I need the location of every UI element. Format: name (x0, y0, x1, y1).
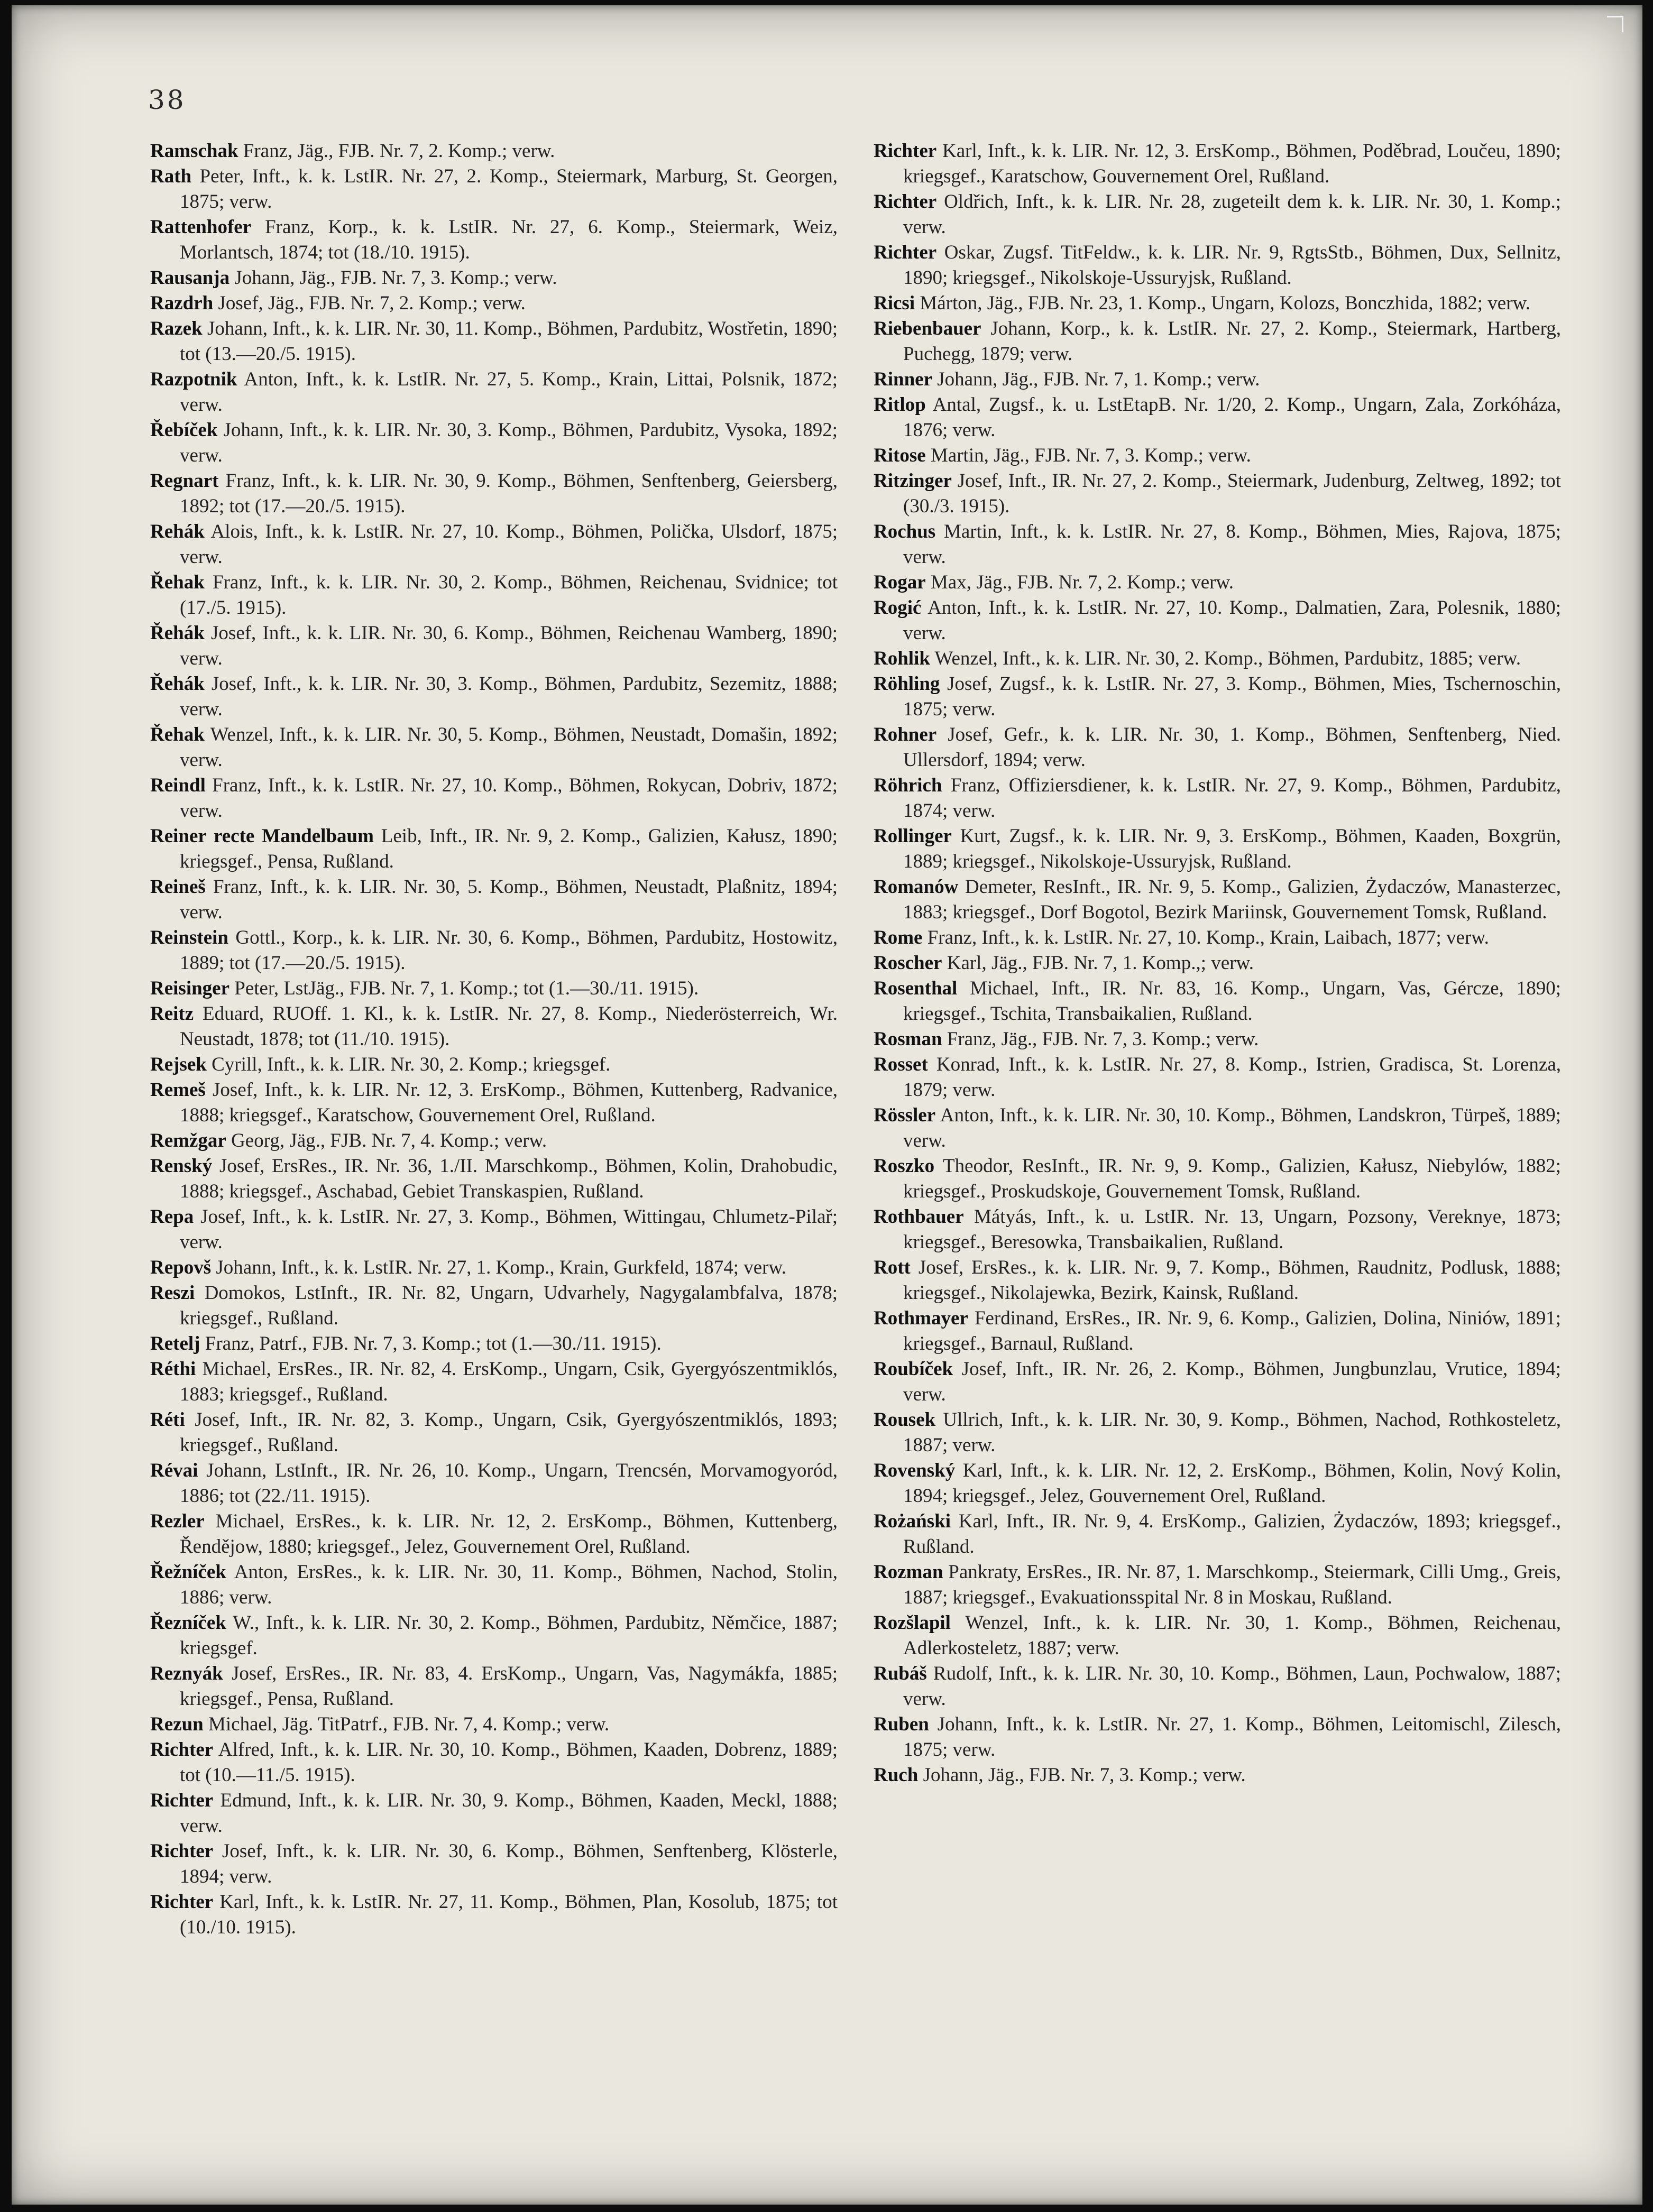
casualty-entry (874, 1458, 1561, 1509)
entry-details: Oskar, Zugsf. TitFeldw., k. k. LIR. Nr. 9, RgtsStb., Böhmen, Dux, Sellnitz, 1890; kriegsgef., Nikolskoje-Ussuryjsk, Rußland. (903, 242, 1562, 289)
entry-surname: Réti (150, 1409, 185, 1431)
entry-surname: Richter (150, 1840, 214, 1862)
entry-surname: Roubíček (874, 1358, 953, 1380)
entry-surname: Richter (874, 140, 937, 162)
casualty-entry (150, 1712, 838, 1737)
entry-details: Johann, Korp., k. k. LstIR. Nr. 27, 2. Komp., Steiermark, Hartberg, Puchegg, 1879; verw. (903, 318, 1562, 365)
entry-surname: Retelj (150, 1333, 200, 1354)
left-column (150, 139, 838, 1940)
casualty-entry (150, 418, 838, 468)
entry-details: Johann, Inft., k. k. LIR. Nr. 30, 3. Komp., Böhmen, Pardubitz, Vysoka, 1892; verw. (180, 419, 838, 466)
entry-details: W., Inft., k. k. LIR. Nr. 30, 2. Komp., Böhmen, Pardubitz, Němčice, 1887; kriegsgef. (180, 1612, 838, 1659)
casualty-entry (150, 874, 838, 925)
casualty-entry (874, 925, 1561, 951)
entry-surname: Rinner (874, 368, 932, 390)
entry-details: Eduard, RUOff. 1. Kl., k. k. LstIR. Nr. 27, 8. Komp., Niederösterreich, Wr. Neustadt, 1878; tot (11./10. 1915). (180, 1003, 838, 1050)
casualty-entry (874, 1154, 1561, 1204)
casualty-entry (874, 874, 1561, 925)
casualty-entry (874, 595, 1561, 646)
casualty-entry (150, 1052, 838, 1077)
casualty-entry (874, 1052, 1561, 1103)
entry-details: Josef, Jäg., FJB. Nr. 7, 2. Komp.; verw. (218, 292, 526, 314)
entry-details: Karl, Inft., k. k. LIR. Nr. 12, 2. ErsKomp., Böhmen, Kolin, Nový Kolin, 1894; kriegsgef., Jelez, Gouvernement Orel, Rußland. (903, 1460, 1562, 1507)
casualty-entry (150, 722, 838, 773)
entry-surname: Rezun (150, 1713, 204, 1735)
entry-surname: Röhrich (874, 775, 942, 796)
entry-details: Wenzel, Inft., k. k. LIR. Nr. 30, 2. Komp., Böhmen, Pardubitz, 1885; verw. (934, 648, 1521, 669)
casualty-entry (150, 1280, 838, 1331)
entry-surname: Rome (874, 927, 923, 948)
entry-details: Franz, Inft., k. k. LIR. Nr. 30, 5. Komp., Böhmen, Neustadt, Plaßnitz, 1894; verw. (180, 876, 838, 923)
entry-details: Edmund, Inft., k. k. LIR. Nr. 30, 9. Komp., Böhmen, Kaaden, Meckl, 1888; verw. (180, 1790, 838, 1837)
casualty-entry (874, 1661, 1561, 1712)
entry-details: Georg, Jäg., FJB. Nr. 7, 4. Komp.; verw. (231, 1130, 547, 1151)
casualty-entry (874, 443, 1561, 468)
casualty-entry (874, 1255, 1561, 1306)
entry-details: Pankraty, ErsRes., IR. Nr. 87, 1. Marschkomp., Steiermark, Cilli Umg., Greis, 1887; kriegsgef., Evakuationsspital Nr. 8 in Moskau, Rußland. (903, 1561, 1561, 1608)
entry-details: Domokos, LstInft., IR. Nr. 82, Ungarn, Udvarhely, Nagygalambfalva, 1878; kriegsgef., Rußland. (180, 1282, 838, 1329)
casualty-entry (150, 1458, 838, 1509)
entry-details: Michael, Jäg. TitPatrf., FJB. Nr. 7, 4. Komp.; verw. (208, 1713, 610, 1735)
entry-details: Josef, Inft., k. k. LIR. Nr. 30, 6. Komp., Böhmen, Senftenberg, Klösterle, 1894; verw. (180, 1840, 838, 1887)
casualty-entry (150, 1357, 838, 1407)
entry-details: Franz, Inft., k. k. LIR. Nr. 30, 9. Komp., Böhmen, Senftenberg, Geiersberg, 1892; tot (17.—20./5. 1915). (180, 470, 838, 517)
casualty-entry (150, 1255, 838, 1280)
entry-surname: Řežníček (150, 1561, 226, 1583)
entry-details: Josef, Inft., IR. Nr. 26, 2. Komp., Böhmen, Jungbunzlau, Vrutice, 1894; verw. (903, 1358, 1562, 1405)
entry-surname: Rohner (874, 724, 937, 745)
casualty-entry (150, 1077, 838, 1128)
entry-details: Ullrich, Inft., k. k. LIR. Nr. 30, 9. Komp., Böhmen, Nachod, Rothkosteletz, 1887; verw. (903, 1409, 1561, 1456)
entry-surname: Ruch (874, 1764, 919, 1786)
casualty-entry (874, 139, 1561, 189)
entry-surname: Reznyák (150, 1663, 223, 1684)
entry-details: Johann, LstInft., IR. Nr. 26, 10. Komp., Ungarn, Trencsén, Morvamogyoród, 1886; tot (22./11. 1915). (180, 1460, 838, 1507)
entry-surname: Ritlop (874, 394, 926, 416)
entry-details: Cyrill, Inft., k. k. LIR. Nr. 30, 2. Komp.; kriegsgef. (212, 1054, 611, 1075)
casualty-entry (150, 291, 838, 316)
entry-surname: Rochus (874, 521, 936, 542)
entry-surname: Reindl (150, 775, 206, 796)
casualty-entry (150, 1839, 838, 1890)
casualty-entry (874, 646, 1561, 671)
entry-surname: Reszi (150, 1282, 195, 1304)
entry-details: Alfred, Inft., k. k. LIR. Nr. 30, 10. Komp., Böhmen, Kaaden, Dobrenz, 1889; tot (10.—11./5. 1915). (180, 1739, 838, 1786)
entry-details: Karl, Inft., k. k. LstIR. Nr. 27, 11. Komp., Böhmen, Plan, Kosolub, 1875; tot (10./10. 1915). (180, 1891, 838, 1938)
entry-surname: Roszko (874, 1155, 935, 1177)
casualty-entry (874, 189, 1561, 240)
casualty-entry (874, 392, 1561, 443)
entry-surname: Romanów (874, 876, 959, 898)
entry-details: Josef, ErsRes., IR. Nr. 36, 1./II. Marschkomp., Böhmen, Kolin, Drahobudic, 1888; kriegsgef., Aschabad, Gebiet Transkaspien, Rußland. (180, 1155, 838, 1202)
casualty-entry (874, 1712, 1561, 1763)
casualty-entry (874, 1763, 1561, 1788)
entry-details: Josef, Gefr., k. k. LIR. Nr. 30, 1. Komp., Böhmen, Senftenberg, Nied. Ullersdorf, 1894; verw. (903, 724, 1561, 771)
casualty-entry (150, 1788, 838, 1839)
entry-details: Johann, Inft., k. k. LIR. Nr. 30, 11. Komp., Böhmen, Pardubitz, Wostřetin, 1890; tot (13.—20./5. 1915). (180, 318, 838, 365)
entry-surname: Rosman (874, 1028, 942, 1050)
entry-details: Franz, Jäg., FJB. Nr. 7, 3. Komp.; verw. (947, 1028, 1259, 1050)
casualty-entry (874, 824, 1561, 874)
entry-surname: Reisinger (150, 978, 230, 999)
entry-surname: Řehák (150, 673, 205, 695)
entry-details: Anton, ErsRes., k. k. LIR. Nr. 30, 11. Komp., Böhmen, Nachod, Stolin, 1886; verw. (180, 1561, 838, 1608)
entry-surname: Richter (150, 1739, 214, 1761)
casualty-entry (150, 773, 838, 824)
entry-surname: Repa (150, 1206, 194, 1228)
page-number: 38 (148, 85, 186, 115)
entry-surname: Ritose (874, 445, 926, 466)
casualty-entry (150, 1204, 838, 1255)
entry-surname: Rothmayer (874, 1307, 968, 1329)
entry-details: Josef, ErsRes., k. k. LIR. Nr. 9, 7. Komp., Böhmen, Raudnitz, Podlusk, 1888; kriegsgef., Nikolajewka, Bezirk, Kainsk, Rußland. (903, 1257, 1561, 1304)
entry-surname: Rosset (874, 1054, 928, 1075)
casualty-entry (874, 367, 1561, 392)
casualty-entry (150, 671, 838, 722)
entry-details: Wenzel, Inft., k. k. LIR. Nr. 30, 1. Komp., Böhmen, Reichenau, Adlerkosteletz, 1887; verw. (903, 1612, 1561, 1659)
entry-surname: Remeš (150, 1079, 206, 1101)
entry-surname: Ruben (874, 1713, 929, 1735)
casualty-entry (150, 1331, 838, 1357)
entry-details: Johann, Jäg., FJB. Nr. 7, 1. Komp.; verw. (937, 368, 1260, 390)
entry-details: Oldřich, Inft., k. k. LIR. Nr. 28, zugeteilt dem k. k. LIR. Nr. 30, 1. Komp.; verw. (903, 191, 1561, 238)
casualty-entry (150, 824, 838, 874)
entry-details: Leib, Inft., IR. Nr. 9, 2. Komp., Galizien, Kałusz, 1890; kriegsgef., Pensa, Rußland. (180, 825, 838, 872)
entry-details: Mátyás, Inft., k. u. LstIR. Nr. 13, Ungarn, Pozsony, Vereknye, 1873; kriegsgef., Beresowka, Transbaikalien, Rußland. (903, 1206, 1562, 1253)
entry-details: Franz, Jäg., FJB. Nr. 7, 2. Komp.; verw. (243, 140, 555, 162)
casualty-entry (874, 240, 1561, 291)
casualty-entry (874, 1357, 1561, 1407)
entry-details: Franz, Inft., k. k. LIR. Nr. 30, 2. Komp., Böhmen, Reichenau, Svidnice; tot (17./5. 1915). (180, 572, 838, 619)
entry-details: Josef, Inft., k. k. LIR. Nr. 30, 6. Komp., Böhmen, Reichenau Wamberg, 1890; verw. (180, 622, 838, 669)
entry-surname: Řehak (150, 724, 205, 745)
entry-details: Johann, Inft., k. k. LstIR. Nr. 27, 1. Komp., Böhmen, Leitomischl, Zilesch, 1875; verw. (903, 1713, 1561, 1761)
casualty-entry (874, 671, 1561, 722)
entry-details: Josef, Inft., k. k. LstIR. Nr. 27, 3. Komp., Böhmen, Wittingau, Chlumetz-Pilař; verw. (180, 1206, 838, 1253)
entry-surname: Rehák (150, 521, 205, 542)
entry-surname: Ritzinger (874, 470, 952, 492)
casualty-entry (150, 164, 838, 215)
entry-surname: Razpotnik (150, 368, 237, 390)
entry-details: Ferdinand, ErsRes., IR. Nr. 9, 6. Komp., Galizien, Dolina, Niniów, 1891; kriegsgef., Barnaul, Rußland. (903, 1307, 1561, 1354)
entry-surname: Rott (874, 1257, 911, 1278)
entry-details: Peter, Inft., k. k. LstIR. Nr. 27, 2. Komp., Steiermark, Marburg, St. Georgen, 1875; verw. (180, 165, 838, 213)
entry-surname: Rubáš (874, 1663, 927, 1684)
entry-details: Franz, Offiziersdiener, k. k. LstIR. Nr. 27, 9. Komp., Böhmen, Pardubitz, 1874; verw. (903, 775, 1562, 822)
entry-details: Kurt, Zugsf., k. k. LIR. Nr. 9, 3. ErsKomp., Böhmen, Kaaden, Boxgrün, 1889; kriegsgef., Nikolskoje-Ussuryjsk, Rußland. (903, 825, 1562, 872)
entry-details: Antal, Zugsf., k. u. LstEtapB. Nr. 1/20, 2. Komp., Ungarn, Zala, Zorkóháza, 1876; verw. (903, 394, 1561, 441)
entry-surname: Regnart (150, 470, 219, 492)
casualty-entry (874, 468, 1561, 519)
entry-surname: Ramschak (150, 140, 238, 162)
entry-details: Michael, Inft., IR. Nr. 83, 16. Komp., Ungarn, Vas, Gércze, 1890; kriegsgef., Tschita, Transbaikalien, Rußland. (903, 978, 1561, 1025)
entry-details: Martin, Inft., k. k. LstIR. Nr. 27, 8. Komp., Böhmen, Mies, Rajova, 1875; verw. (903, 521, 1562, 568)
entry-details: Franz, Patrf., FJB. Nr. 7, 3. Komp.; tot (1.—30./11. 1915). (205, 1333, 662, 1354)
entry-details: Theodor, ResInft., IR. Nr. 9, 9. Komp., Galizien, Kałusz, Niebylów, 1882; kriegsgef., Proskudskoje, Gouvernement Tomsk, Rußland. (903, 1155, 1561, 1202)
paper-sheet (12, 5, 1642, 2205)
entry-details: Johann, Jäg., FJB. Nr. 7, 3. Komp.; verw. (923, 1764, 1246, 1786)
entry-details: Karl, Inft., k. k. LIR. Nr. 12, 3. ErsKomp., Böhmen, Poděbrad, Loučeu, 1890; kriegsgef., Karatschow, Gouvernement Orel, Rußland. (903, 140, 1561, 187)
entry-details: Karl, Jäg., FJB. Nr. 7, 1. Komp.,; verw. (947, 952, 1254, 974)
entry-surname: Razdrh (150, 292, 214, 314)
casualty-entry (150, 976, 838, 1001)
entry-surname: Reineš (150, 876, 206, 898)
entry-surname: Richter (874, 191, 937, 213)
entry-surname: Rogar (874, 572, 926, 593)
entry-surname: Řehák (150, 622, 205, 644)
casualty-entry (874, 519, 1561, 570)
casualty-entry (874, 976, 1561, 1027)
casualty-entry (150, 1509, 838, 1560)
entry-details: Wenzel, Inft., k. k. LIR. Nr. 30, 5. Komp., Böhmen, Neustadt, Domašin, 1892; verw. (180, 724, 838, 771)
entry-details: Martin, Jäg., FJB. Nr. 7, 3. Komp.; verw. (930, 445, 1251, 466)
entry-surname: Reinstein (150, 927, 228, 948)
entry-surname: Reiner recte Mandelbaum (150, 825, 374, 847)
entry-surname: Roscher (874, 952, 942, 974)
entry-surname: Reitz (150, 1003, 194, 1025)
casualty-entry (150, 1610, 838, 1661)
casualty-entry (150, 1128, 838, 1154)
entry-details: Anton, Inft., k. k. LstIR. Nr. 27, 10. Komp., Dalmatien, Zara, Polesnik, 1880; verw. (903, 597, 1561, 644)
entry-details: Demeter, ResInft., IR. Nr. 9, 5. Komp., Galizien, Żydaczów, Manasterzec, 1883; kriegsgef., Dorf Bogotol, Bezirk Mariinsk, Gouvernement Tomsk, Rußland. (903, 876, 1561, 923)
entry-details: Michael, ErsRes., IR. Nr. 82, 4. ErsKomp., Ungarn, Csik, Gyergyószentmiklós, 1883; kriegsgef., Rußland. (180, 1358, 838, 1405)
entry-details: Alois, Inft., k. k. LstIR. Nr. 27, 10. Komp., Böhmen, Polička, Ulsdorf, 1875; verw. (180, 521, 838, 568)
casualty-entry (874, 1306, 1561, 1357)
entry-details: Franz, Inft., k. k. LstIR. Nr. 27, 10. Komp., Krain, Laibach, 1877; verw. (927, 927, 1489, 948)
entry-surname: Rössler (874, 1104, 936, 1126)
entry-surname: Renský (150, 1155, 213, 1177)
entry-surname: Rohlik (874, 648, 930, 669)
casualty-entry (150, 316, 838, 367)
entry-surname: Rath (150, 165, 192, 187)
entry-surname: Richter (150, 1891, 214, 1913)
entry-surname: Řehak (150, 572, 205, 593)
entry-details: Josef, ErsRes., IR. Nr. 83, 4. ErsKomp., Ungarn, Vas, Nagymákfa, 1885; kriegsgef., Pensa, Rußland. (180, 1663, 838, 1710)
entry-surname: Řezníček (150, 1612, 226, 1634)
entry-surname: Rothbauer (874, 1206, 964, 1228)
crop-mark (1607, 16, 1623, 32)
entry-details: Michael, ErsRes., k. k. LIR. Nr. 12, 2. ErsKomp., Böhmen, Kuttenberg, Řendějow, 1880; kriegsgef., Jelez, Gouvernement Orel, Rußland. (180, 1510, 838, 1557)
casualty-entry (150, 1737, 838, 1788)
entry-surname: Razek (150, 318, 203, 339)
entry-surname: Rollinger (874, 825, 952, 847)
entry-details: Gottl., Korp., k. k. LIR. Nr. 30, 6. Komp., Böhmen, Pardubitz, Hostowitz, 1889; tot (17.—20./5. 1915). (180, 927, 838, 974)
entry-surname: Rozšlapil (874, 1612, 951, 1634)
entry-surname: Réthi (150, 1358, 196, 1380)
entry-details: Johann, Jäg., FJB. Nr. 7, 3. Komp.; verw. (234, 267, 557, 289)
entry-surname: Röhling (874, 673, 940, 695)
casualty-entry (874, 570, 1561, 595)
entry-surname: Ricsi (874, 292, 915, 314)
casualty-entry (874, 951, 1561, 976)
casualty-entry (150, 468, 838, 519)
casualty-entry (874, 773, 1561, 824)
entry-surname: Rosenthal (874, 978, 958, 999)
casualty-entry (150, 139, 838, 164)
entry-surname: Rousek (874, 1409, 936, 1431)
casualty-entry (874, 1610, 1561, 1661)
entry-details: Max, Jäg., FJB. Nr. 7, 2. Komp.; verw. (930, 572, 1234, 593)
right-column (874, 139, 1561, 1788)
entry-surname: Rogić (874, 597, 922, 619)
casualty-entry (150, 1560, 838, 1610)
casualty-entry (150, 925, 838, 976)
casualty-entry (150, 1407, 838, 1458)
entry-details: Márton, Jäg., FJB. Nr. 23, 1. Komp., Ungarn, Kolozs, Bonczhida, 1882; verw. (920, 292, 1531, 314)
entry-surname: Remžgar (150, 1130, 226, 1151)
entry-surname: Riebenbauer (874, 318, 981, 339)
entry-surname: Richter (150, 1790, 214, 1811)
entry-surname: Rozman (874, 1561, 943, 1583)
entry-details: Anton, Inft., k. k. LIR. Nr. 30, 10. Komp., Böhmen, Landskron, Türpeš, 1889; verw. (903, 1104, 1561, 1151)
entry-details: Karl, Inft., IR. Nr. 9, 4. ErsKomp., Galizien, Żydaczów, 1893; kriegsgef., Rußland. (903, 1510, 1562, 1557)
entry-details: Josef, Inft., IR. Nr. 82, 3. Komp., Ungarn, Csik, Gyergyószentmiklós, 1893; kriegsgef., Rußland. (180, 1409, 838, 1456)
entry-details: Konrad, Inft., k. k. LstIR. Nr. 27, 8. Komp., Istrien, Gradisca, St. Lorenza, 1879; verw. (903, 1054, 1561, 1101)
entry-details: Josef, Zugsf., k. k. LstIR. Nr. 27, 3. Komp., Böhmen, Mies, Tschernoschin, 1875; verw. (903, 673, 1562, 720)
entry-details: Johann, Inft., k. k. LstIR. Nr. 27, 1. Komp., Krain, Gurkfeld, 1874; verw. (216, 1257, 787, 1278)
casualty-entry (874, 1560, 1561, 1610)
casualty-entry (874, 1027, 1561, 1052)
casualty-entry (150, 1001, 838, 1052)
entry-details: Franz, Inft., k. k. LstIR. Nr. 27, 10. Komp., Böhmen, Rokycan, Dobriv, 1872; verw. (180, 775, 838, 822)
entry-surname: Repovš (150, 1257, 212, 1278)
casualty-entry (150, 215, 838, 265)
casualty-entry (150, 570, 838, 621)
entry-surname: Rożański (874, 1510, 951, 1532)
entry-surname: Rejsek (150, 1054, 207, 1075)
casualty-entry (150, 621, 838, 671)
entry-details: Rudolf, Inft., k. k. LIR. Nr. 30, 10. Komp., Böhmen, Laun, Pochwalow, 1887; verw. (903, 1663, 1562, 1710)
casualty-entry (874, 1509, 1561, 1560)
casualty-entry (874, 291, 1561, 316)
entry-details: Franz, Korp., k. k. LstIR. Nr. 27, 6. Komp., Steiermark, Weiz, Morlantsch, 1874; tot (18./10. 1915). (180, 216, 838, 263)
entry-surname: Řebíček (150, 419, 218, 441)
casualty-entry (150, 519, 838, 570)
casualty-entry (150, 367, 838, 418)
casualty-entry (874, 316, 1561, 367)
entry-details: Anton, Inft., k. k. LstIR. Nr. 27, 5. Komp., Krain, Littai, Polsnik, 1872; verw. (180, 368, 838, 416)
entry-surname: Rezler (150, 1510, 205, 1532)
entry-details: Josef, Inft., k. k. LIR. Nr. 12, 3. ErsKomp., Böhmen, Kuttenberg, Radvanice, 1888; kriegsgef., Karatschow, Gouvernement Orel, Rußland. (180, 1079, 838, 1126)
entry-surname: Rattenhofer (150, 216, 252, 238)
entry-surname: Richter (874, 242, 937, 263)
casualty-entry (874, 1407, 1561, 1458)
entry-details: Josef, Inft., k. k. LIR. Nr. 30, 3. Komp., Böhmen, Pardubitz, Sezemitz, 1888; verw. (180, 673, 838, 720)
casualty-entry (874, 1204, 1561, 1255)
casualty-entry (150, 1661, 838, 1712)
entry-surname: Rovenský (874, 1460, 956, 1481)
casualty-entry (874, 722, 1561, 773)
entry-surname: Révai (150, 1460, 198, 1481)
casualty-entry (150, 1154, 838, 1204)
entry-details: Josef, Inft., IR. Nr. 27, 2. Komp., Steiermark, Judenburg, Zeltweg, 1892; tot (30./3. 1915). (903, 470, 1562, 517)
casualty-entry (874, 1103, 1561, 1154)
casualty-entry (150, 265, 838, 291)
casualty-entry (150, 1890, 838, 1940)
entry-surname: Rausanja (150, 267, 230, 289)
entry-details: Peter, LstJäg., FJB. Nr. 7, 1. Komp.; tot (1.—30./11. 1915). (234, 978, 699, 999)
